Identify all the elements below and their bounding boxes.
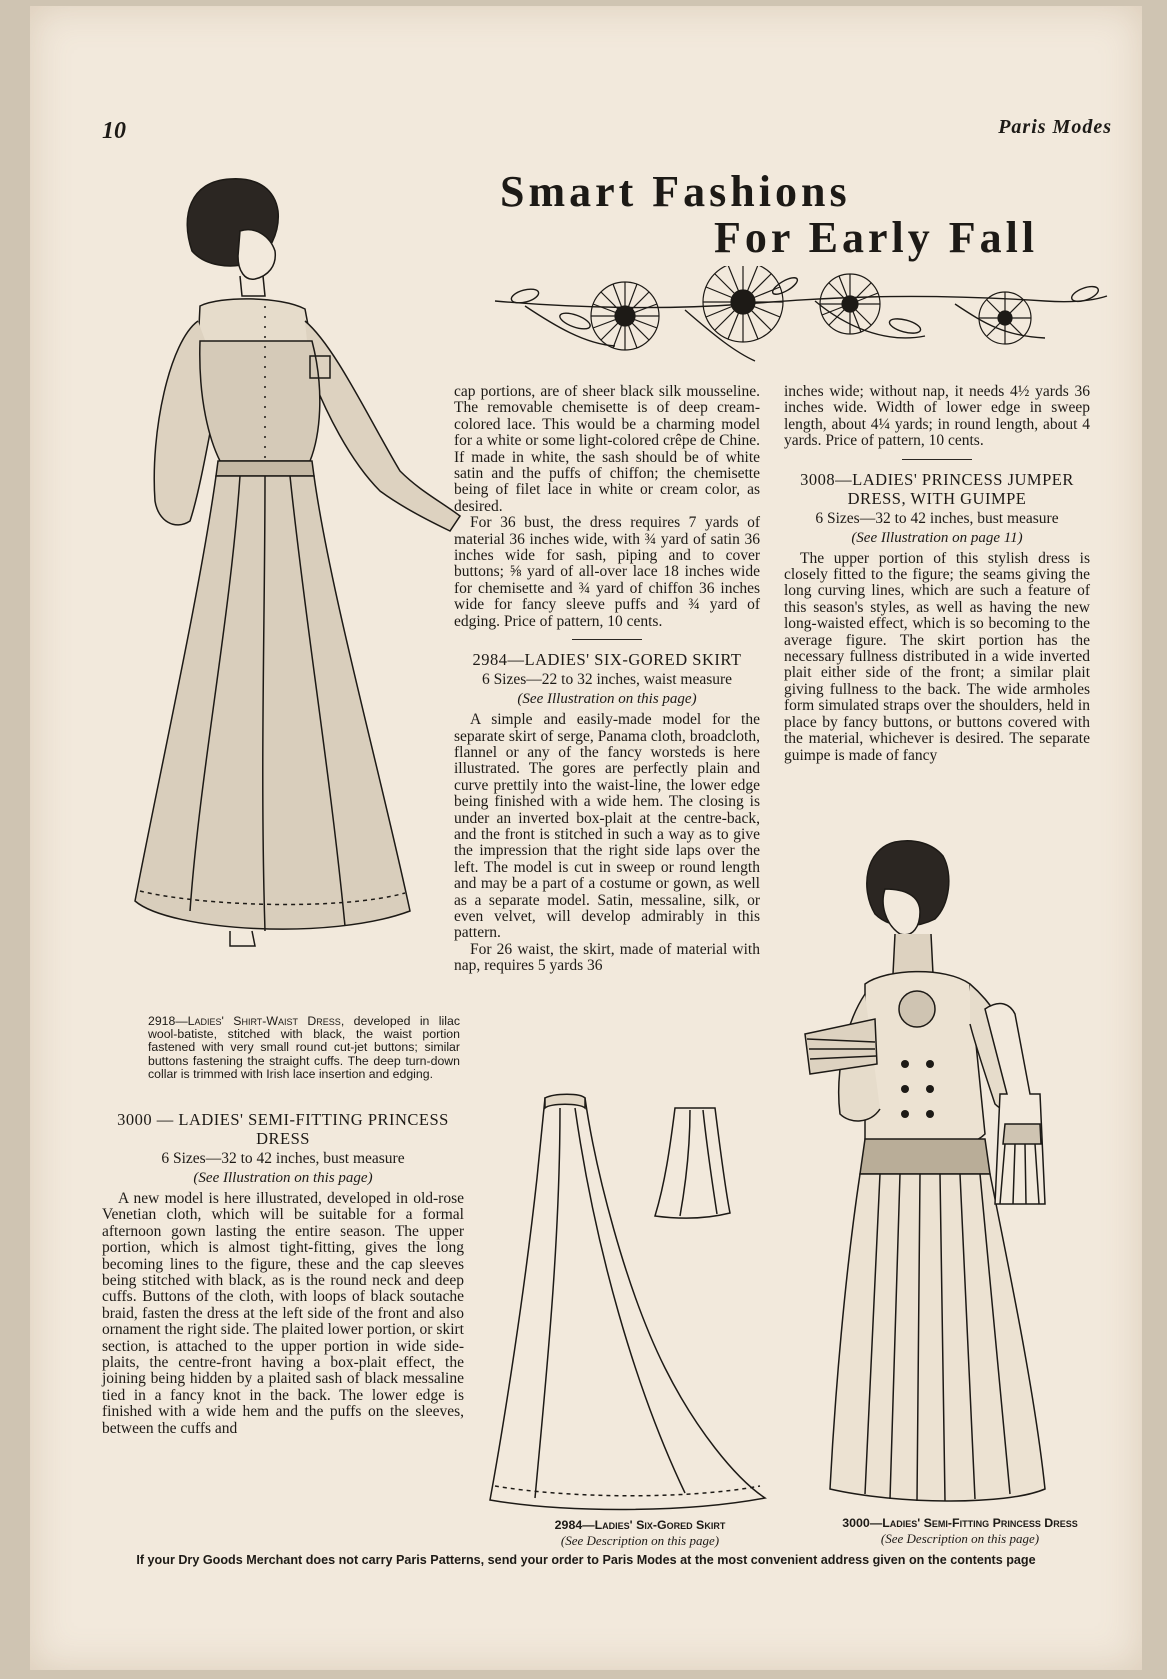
illustration-3000-princess-dress: [835, 834, 1125, 1519]
figure-2984-label: 2984—Ladies' Six-Gored Skirt: [554, 1518, 726, 1532]
article-2984-body: A simple and easily-made model for the separate skirt of serge, Panama cloth, broadcloth, flannel or any of the fancy worsteds is here illustrated. The gores are perfectly plain and curve prettily into the waist-line, the lower edge being finished with a wide hem. The closing is under an inverted box-plait at the centre-back, and the front is stitched in such a way as to give the impression that the right side laps over the left. The model is cut in sweep or round length and may be a part of a costume or gown, as well as a separate model. Satin, messaline, silk, or even velvet, will develop admirably in this pattern.: [454, 711, 760, 942]
article-2984-heading: 2984—LADIES' SIX-GORED SKIRT: [472, 650, 742, 670]
article-3000-heading: 3000 — LADIES' SEMI-FITTING PRINCESS DRESS: [117, 1110, 449, 1148]
divider: [572, 639, 642, 640]
article-2984-see: (See Illustration on this page): [517, 691, 697, 708]
article-2984-sizes: 6 Sizes—22 to 32 inches, waist measure: [481, 671, 733, 689]
illustration-2918-shirt-waist-dress: [80, 171, 480, 1006]
magazine-page: [30, 6, 1142, 1670]
article-3000: [102, 1110, 464, 1437]
footer-notice: If your Dry Goods Merchant does not carry Paris Patterns, send your order to Paris Modes at the most convenient address given on the contents page: [136, 1553, 1036, 1567]
figure-3000-see: (See Description on this page): [880, 1531, 1040, 1546]
article-3000-see: (See Illustration on this page): [193, 1170, 373, 1186]
figure-2984-see: (See Description on this page): [560, 1533, 720, 1548]
floral-ornament: [485, 266, 1115, 391]
article-3008-sizes: 6 Sizes—32 to 42 inches, bust measure: [815, 509, 1059, 527]
right-continuation: inches wide; without nap, it needs 4½ yards 36 inches wide. Width of lower edge in sweep length, about 4¼ yards; in round length, about 4 yards. Price of pattern, 10 cents.: [784, 383, 1090, 450]
article-3008-see: (See Illustration on page 11): [851, 529, 1023, 546]
article-2984-requirements: For 26 waist, the skirt, made of material with nap, requires 5 yards 36: [454, 940, 760, 975]
article-3000-sizes: 6 Sizes—32 to 42 inches, bust measure: [161, 1150, 405, 1167]
middle-continuation: cap portions, are of sheer black silk mousseline. The removable chemisette is of deep cream-colored lace. This would be a charming model for a white or some light-colored crêpe de Chine. If made in white, the sash should be of white satin and the puffs of chiffon; the chemisette being of filet lace in white or cream color, as desired.: [454, 383, 760, 515]
caption-2918-text: developed in lilac wool-batiste, stitched with black, the waist portion fastened with very small round cut-jet buttons; similar buttons fastening the straight cuffs. The deep turn-down collar is trimmed with Irish lace insertion and edging.: [148, 1014, 460, 1081]
figure-2984-caption: [485, 1518, 795, 1548]
caption-2918-number: 2918—: [148, 1014, 188, 1028]
magazine-name: Paris Modes: [998, 116, 1112, 138]
middle-requirements: For 36 bust, the dress requires 7 yards of material 36 inches wide, with ¾ yard of satin 36 inches wide for sash, piping and to cover buttons; ⅝ yard of all-over lace 18 inches wide for chemisette and ¾ yard of chiffon 36 inches wide for fancy sleeve puffs and ¾ yard of edging. Price of pattern, 10 cents.: [454, 514, 760, 630]
title-line-1: Smart Fashions: [500, 167, 851, 216]
divider: [902, 459, 972, 460]
figure-3000-label: 3000—Ladies' Semi-Fitting Princess Dress: [842, 1516, 1078, 1530]
middle-column: [454, 384, 760, 975]
page-number: 10: [102, 118, 126, 144]
title-line-2: For Early Fall: [714, 213, 1039, 262]
figure-3000-caption: [800, 1516, 1120, 1546]
caption-2918: [148, 1015, 460, 1081]
article-3008-heading: 3008—LADIES' PRINCESS JUMPER DRESS, WITH GUIMPE: [800, 469, 1074, 508]
right-column: [784, 384, 1090, 764]
article-3008-body: The upper portion of this stylish dress is closely fitted to the figure; the seams giving the long curving lines, which are such a feature of this season's styles, as well as having the new long-waisted effect, which is so becoming to the average figure. The skirt portion has the necessary fullness distributed in a wide inverted plait either side of the front; a similar plait giving fullness to the back. The wide armholes form simulated straps over the shoulders, held in place by fancy buttons, or buttons covered with the material, whichever is desired. The separate guimpe is made of fancy: [784, 549, 1090, 764]
illustration-2984-skirt: [485, 1088, 785, 1518]
caption-2918-name: Ladies' Shirt-Waist Dress,: [187, 1014, 345, 1028]
article-3000-body: A new model is here illustrated, developed in old-rose Venetian cloth, which will be suitable for a formal afternoon gown lasting the entire season. The upper portion, which is almost tight-fitting, gives the long becoming lines to the figure, these and the cap sleeves being stitched with black, as is the round neck and deep cuffs. Buttons of the cloth, with loops of black soutache braid, fasten the dress at the left side of the front and also ornament the right side. The plaited lower portion, or skirt section, is attached to the upper portion in wide side-plaits, the centre-front having a box-plait effect, the joining being hidden by a plaited sash of black messaline tied in a fancy knot in the back. The lower edge is finished with a wide hem and the puffs on the sleeves, between the cuffs and: [102, 1190, 464, 1437]
